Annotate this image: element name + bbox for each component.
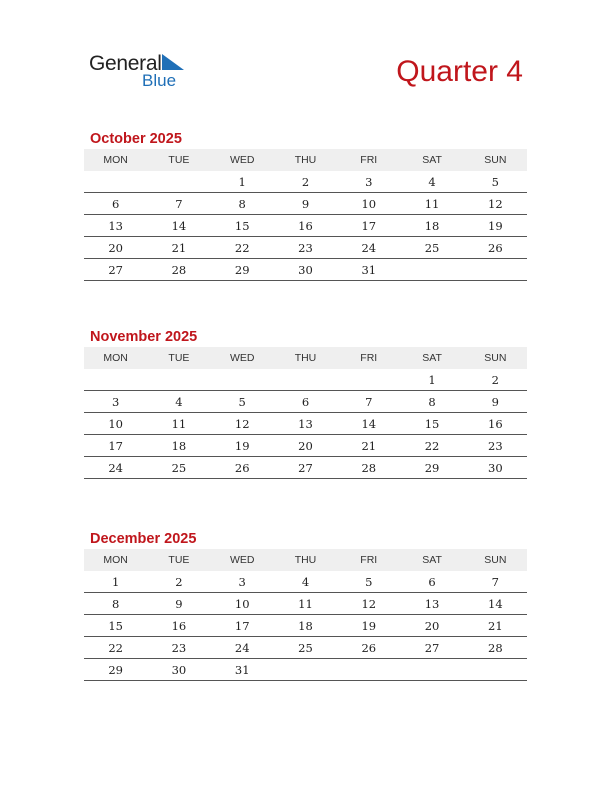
day-cell: 15	[400, 413, 463, 435]
month-block-october	[84, 129, 527, 281]
day-cell: 2	[464, 369, 527, 391]
day-cell: 2	[147, 571, 210, 593]
day-cell: 11	[274, 593, 337, 615]
day-cell: 14	[464, 593, 527, 615]
day-cell: 4	[274, 571, 337, 593]
day-cell: 18	[147, 435, 210, 457]
day-cell: 2	[274, 171, 337, 193]
weekday-label: FRI	[337, 149, 400, 171]
month-title: November 2025	[90, 329, 198, 345]
weekday-label: WED	[211, 347, 274, 369]
day-cell: 27	[84, 259, 147, 281]
logo-text-general: General	[89, 52, 162, 75]
weekday-label: SAT	[400, 347, 463, 369]
day-cell: 1	[84, 571, 147, 593]
day-cell: 6	[400, 571, 463, 593]
day-cell	[337, 659, 400, 681]
day-cell	[400, 259, 463, 281]
day-cell: 7	[464, 571, 527, 593]
day-cell: 7	[337, 391, 400, 413]
day-cell: 15	[84, 615, 147, 637]
day-cell: 4	[147, 391, 210, 413]
weekday-label: TUE	[147, 549, 210, 571]
weekday-label: MON	[84, 149, 147, 171]
week-row	[84, 193, 527, 215]
day-cell	[274, 369, 337, 391]
weekday-label: THU	[274, 149, 337, 171]
day-cell: 30	[274, 259, 337, 281]
month-block-november	[84, 327, 527, 479]
weekday-label: WED	[211, 149, 274, 171]
day-cell: 5	[337, 571, 400, 593]
day-cell: 25	[147, 457, 210, 479]
day-cell: 6	[274, 391, 337, 413]
weekday-label: TUE	[147, 149, 210, 171]
day-cell: 16	[464, 413, 527, 435]
weekday-label: FRI	[337, 347, 400, 369]
day-cell: 11	[400, 193, 463, 215]
day-cell: 30	[147, 659, 210, 681]
week-row	[84, 369, 527, 391]
day-cell: 8	[84, 593, 147, 615]
week-row	[84, 659, 527, 681]
week-row	[84, 413, 527, 435]
day-cell: 8	[211, 193, 274, 215]
day-cell: 6	[84, 193, 147, 215]
day-cell: 3	[337, 171, 400, 193]
day-cell: 21	[147, 237, 210, 259]
weekday-label: MON	[84, 347, 147, 369]
day-cell: 28	[464, 637, 527, 659]
week-row	[84, 171, 527, 193]
day-cell: 19	[337, 615, 400, 637]
day-cell: 11	[147, 413, 210, 435]
day-cell: 13	[400, 593, 463, 615]
weekday-label: SUN	[464, 347, 527, 369]
day-cell: 28	[147, 259, 210, 281]
month-block-december	[84, 529, 527, 681]
month-title: October 2025	[90, 131, 182, 147]
day-cell: 3	[84, 391, 147, 413]
day-cell: 19	[211, 435, 274, 457]
day-cell: 24	[337, 237, 400, 259]
day-cell: 20	[274, 435, 337, 457]
day-cell	[84, 369, 147, 391]
day-cell: 23	[147, 637, 210, 659]
day-cell: 20	[84, 237, 147, 259]
day-cell: 1	[211, 171, 274, 193]
day-cell: 10	[211, 593, 274, 615]
generalblue-logo	[89, 52, 199, 92]
day-cell: 16	[274, 215, 337, 237]
day-cell: 22	[84, 637, 147, 659]
day-cell: 9	[274, 193, 337, 215]
day-cell: 19	[464, 215, 527, 237]
day-cell: 26	[337, 637, 400, 659]
weekday-label: MON	[84, 549, 147, 571]
day-cell: 10	[84, 413, 147, 435]
weekday-header-row	[84, 347, 527, 369]
week-row	[84, 435, 527, 457]
page-title: Quarter 4	[396, 55, 523, 88]
day-cell: 26	[211, 457, 274, 479]
day-cell: 12	[211, 413, 274, 435]
day-cell	[147, 171, 210, 193]
day-cell: 29	[211, 259, 274, 281]
weekday-label: SUN	[464, 549, 527, 571]
day-cell: 26	[464, 237, 527, 259]
weekday-label: SAT	[400, 549, 463, 571]
day-cell: 1	[400, 369, 463, 391]
day-cell	[400, 659, 463, 681]
week-row	[84, 215, 527, 237]
logo-text-blue: Blue	[142, 71, 177, 90]
day-cell: 12	[337, 593, 400, 615]
day-cell: 9	[147, 593, 210, 615]
calendar-table	[84, 347, 527, 479]
day-cell: 30	[464, 457, 527, 479]
weekday-label: SAT	[400, 149, 463, 171]
weekday-header-row	[84, 149, 527, 171]
day-cell: 25	[400, 237, 463, 259]
day-cell: 22	[211, 237, 274, 259]
day-cell: 17	[337, 215, 400, 237]
day-cell	[337, 369, 400, 391]
month-title: December 2025	[90, 531, 197, 547]
day-cell: 5	[464, 171, 527, 193]
day-cell: 28	[337, 457, 400, 479]
day-cell: 14	[147, 215, 210, 237]
logo-triangle-icon	[162, 54, 184, 70]
day-cell	[211, 369, 274, 391]
day-cell: 7	[147, 193, 210, 215]
week-row	[84, 571, 527, 593]
week-row	[84, 593, 527, 615]
week-row	[84, 237, 527, 259]
day-cell	[274, 659, 337, 681]
day-cell: 16	[147, 615, 210, 637]
day-cell: 15	[211, 215, 274, 237]
day-cell: 24	[84, 457, 147, 479]
weekday-label: FRI	[337, 549, 400, 571]
day-cell: 12	[464, 193, 527, 215]
day-cell: 21	[337, 435, 400, 457]
day-cell: 25	[274, 637, 337, 659]
day-cell: 29	[400, 457, 463, 479]
day-cell: 5	[211, 391, 274, 413]
day-cell: 20	[400, 615, 463, 637]
day-cell: 23	[464, 435, 527, 457]
weekday-label: WED	[211, 549, 274, 571]
day-cell	[84, 171, 147, 193]
week-row	[84, 615, 527, 637]
weekday-label: THU	[274, 347, 337, 369]
day-cell: 17	[84, 435, 147, 457]
day-cell	[464, 259, 527, 281]
calendar-table	[84, 149, 527, 281]
day-cell: 18	[274, 615, 337, 637]
day-cell: 18	[400, 215, 463, 237]
day-cell: 10	[337, 193, 400, 215]
day-cell: 13	[84, 215, 147, 237]
day-cell: 13	[274, 413, 337, 435]
week-row	[84, 259, 527, 281]
day-cell: 8	[400, 391, 463, 413]
day-cell	[464, 659, 527, 681]
day-cell: 17	[211, 615, 274, 637]
day-cell: 31	[211, 659, 274, 681]
day-cell: 14	[337, 413, 400, 435]
day-cell: 29	[84, 659, 147, 681]
day-cell: 9	[464, 391, 527, 413]
weekday-header-row	[84, 549, 527, 571]
day-cell	[147, 369, 210, 391]
day-cell: 27	[400, 637, 463, 659]
day-cell: 24	[211, 637, 274, 659]
weekday-label: TUE	[147, 347, 210, 369]
day-cell: 21	[464, 615, 527, 637]
calendar-table	[84, 549, 527, 681]
day-cell: 3	[211, 571, 274, 593]
week-row	[84, 457, 527, 479]
day-cell: 31	[337, 259, 400, 281]
day-cell: 4	[400, 171, 463, 193]
week-row	[84, 391, 527, 413]
week-row	[84, 637, 527, 659]
day-cell: 22	[400, 435, 463, 457]
weekday-label: THU	[274, 549, 337, 571]
day-cell: 27	[274, 457, 337, 479]
day-cell: 23	[274, 237, 337, 259]
weekday-label: SUN	[464, 149, 527, 171]
